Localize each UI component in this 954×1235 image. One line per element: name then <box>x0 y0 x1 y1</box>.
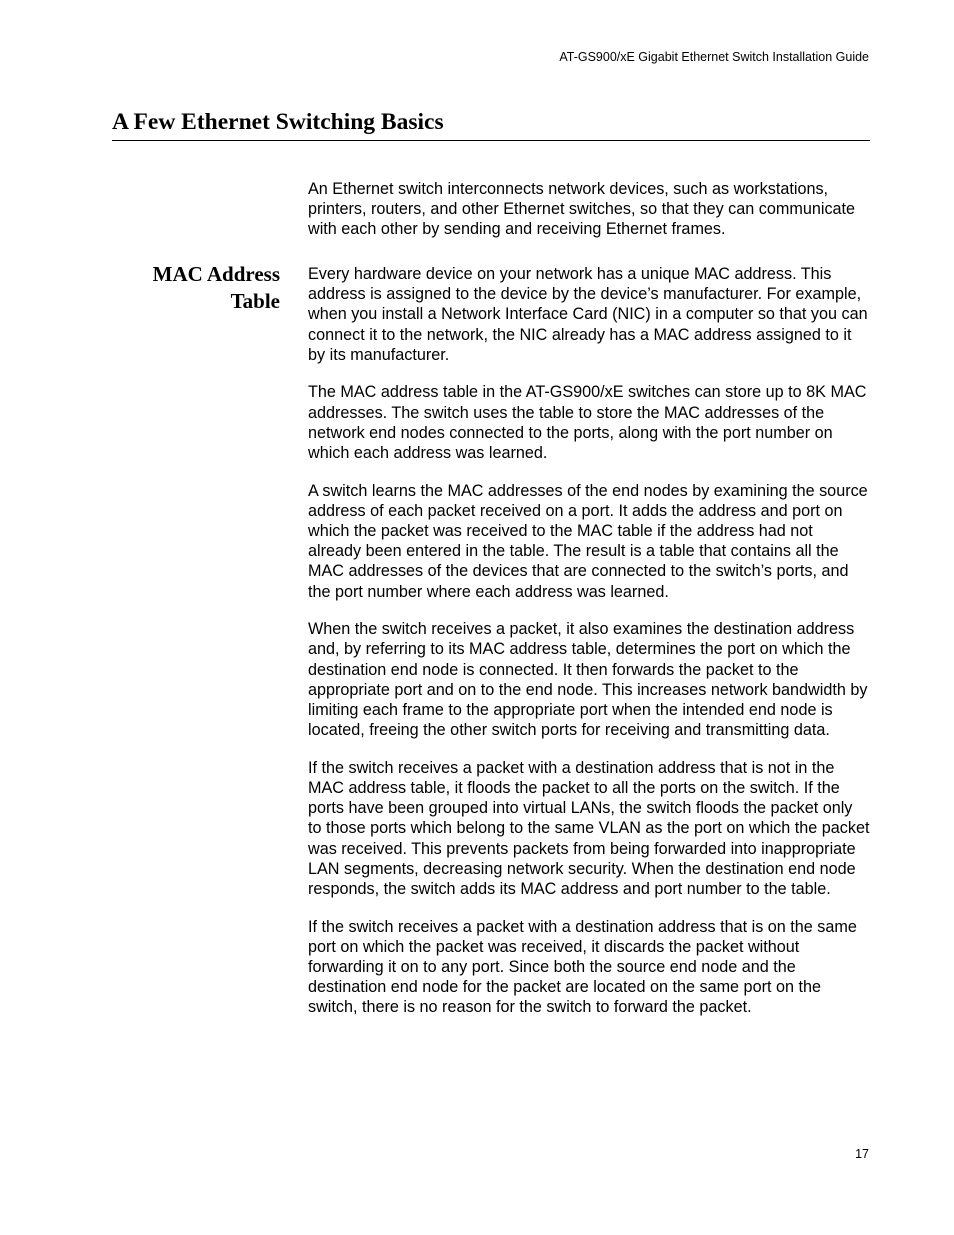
body-paragraph: If the switch receives a packet with a destination address that is not in the MAC address table, it floods the packet to all the ports on the switch. If the ports have been grouped into virtual LANs, the switch floods the packet only to those ports which belong to the same VLAN as the port on which the packet was received. This prevents packets from being forwarded into inappropriate LAN segments, decreasing network security. When the destination end node responds, the switch adds its MAC address and port number to the table. <box>308 758 870 899</box>
body-paragraph: A switch learns the MAC addresses of the end nodes by examining the source address of each packet received on a port. It adds the address and port on which the packet was received to the MAC table if the address had not already been entered in the table. The result is a table that contains all the MAC addresses of the devices that are connected to the switch’s ports, and the port number where each address was learned. <box>308 481 868 601</box>
intro-paragraph: An Ethernet switch interconnects network devices, such as workstations, printers, routers, and other Ethernet switches, so that they can communicate with each other by sending and receiving Ethernet frames. <box>308 180 856 239</box>
body-paragraph: When the switch receives a packet, it also examines the destination address and, by referring to its MAC address table, determines the port on which the destination end node is connected. It then forwards the packet to the appropriate port and on to the end node. This increases network bandwidth by limiting each frame to the appropriate port when the intended end node is located, freeing the other switch ports for receiving and transmitting data. <box>308 620 868 740</box>
subsection-title-line2: Table <box>230 289 280 313</box>
subsection-title <box>120 261 280 315</box>
running-header: AT-GS900/xE Gigabit Ethernet Switch Installation Guide <box>559 50 869 64</box>
body-paragraph: If the switch receives a packet with a destination address that is on the same port on which the packet was received, it discards the packet without forwarding it on to any port. Since both the source end node and the destination end node for the packet are located on the same port on the switch, there is no reason for the switch to forward the packet. <box>308 917 857 1017</box>
title-divider <box>112 140 870 141</box>
page-number: 17 <box>855 1147 869 1161</box>
section-title: A Few Ethernet Switching Basics <box>112 109 444 135</box>
subsection-body <box>308 264 870 1035</box>
body-paragraph: The MAC address table in the AT-GS900/xE switches can store up to 8K MAC addresses. The switch uses the table to store the MAC addresses of the network end nodes connected to the ports, along with the port number on which each address was learned. <box>308 383 867 463</box>
body-paragraph: Every hardware device on your network has a unique MAC address. This address is assigned to the device by the device’s manufacturer. For example, when you install a Network Interface Card (NIC) in a computer so that you can connect it to the network, the NIC already has a MAC address assigned to it by its manufacturer. <box>308 265 868 364</box>
subsection-title-line1: MAC Address <box>152 262 280 286</box>
